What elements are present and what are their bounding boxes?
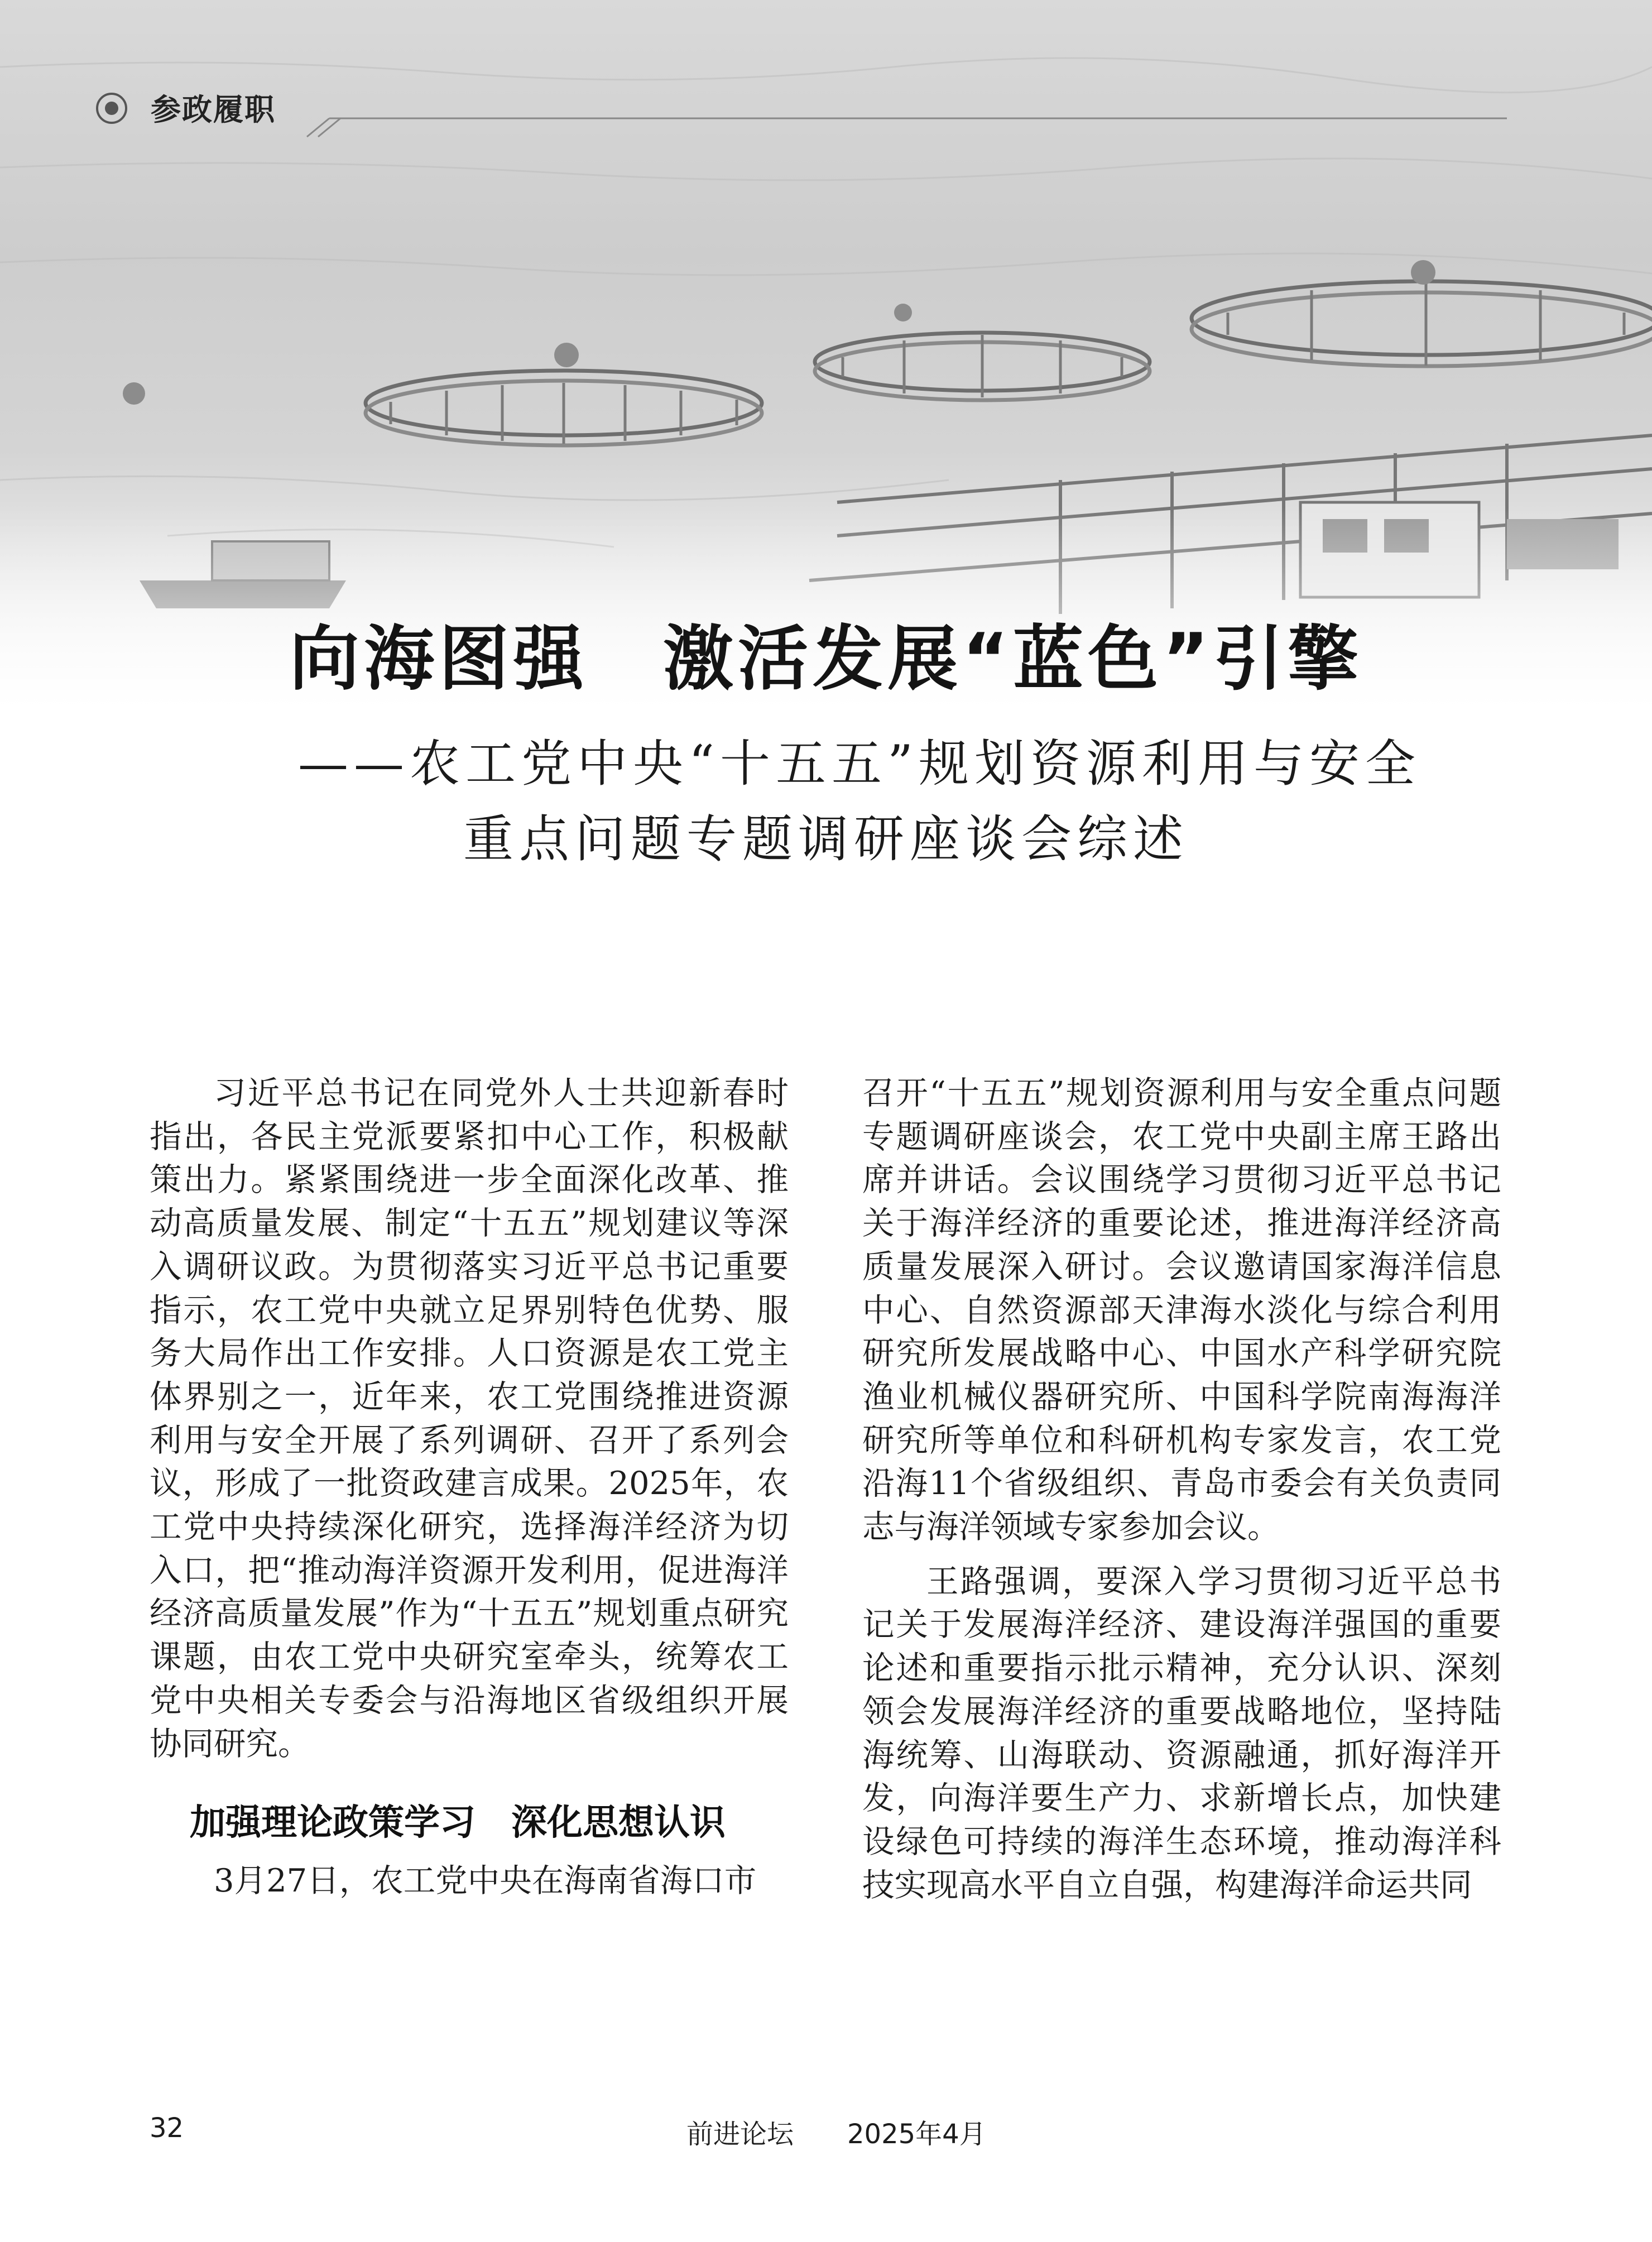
section-label: 参政履职	[151, 92, 276, 127]
section-header	[95, 84, 1507, 140]
paragraph-meeting-continued: 召开“十五五”规划资源利用与安全重点问题专题调研座谈会，农工党中央副主席王路出席并讲话。会议围绕学习贯彻习近平总书记关于海洋经济的重要论述，推进海洋经济高质量发展深入研讨。会议邀请国家海洋信息中心、自然资源部天津海水淡化与综合利用研究所发展战略中心、中国水产科学研究院渔业机械仪器研究所、中国科学院南海海洋研究所等单位和科研机构专家发言，农工党沿海11个省级组织、青岛市委会有关负责同志与海洋领域专家参加会议。	[862, 1074, 1501, 1546]
target-circle-icon	[95, 92, 128, 125]
publication-info: 前进论坛 2025年4月	[686, 2119, 986, 2150]
page-number: 32	[150, 2113, 184, 2144]
body-column-right	[862, 1072, 1501, 1907]
article-subtitle-line-1: ——农工党中央“十五五”规划资源利用与安全	[297, 734, 1422, 793]
paragraph-meeting-start: 3月27日，农工党中央在海南省海口市	[214, 1862, 757, 1900]
body-column-left	[150, 1072, 789, 1903]
intro-paragraph: 习近平总书记在同党外人士共迎新春时指出，各民主党派要紧扣中心工作，积极献策出力。紧紧围绕进一步全面深化改革、推动高质量发展、制定“十五五”规划建议等深入调研议政。为贯彻落实习近平总书记重要指示，农工党中央就立足界别特色优势、服务大局作出工作安排。人口资源是农工党主体界别之一，近年来，农工党围绕推进资源利用与安全开展了系列调研、召开了系列会议，形成了一批资政建言成果。2025年，农工党中央持续深化研究，选择海洋经济为切入口，把“推动海洋资源开发利用，促进海洋经济高质量发展”作为“十五五”规划重点研究课题，由农工党中央研究室牵头，统筹农工党中央相关专委会与沿海地区省级组织开展协同研究。	[150, 1074, 789, 1763]
section-subheading: 加强理论政策学习 深化思想认识	[190, 1802, 726, 1844]
paragraph-wang-lu: 王路强调，要深入学习贯彻习近平总书记关于发展海洋经济、建设海洋强国的重要论述和重要指示批示精神，充分认识、深刻领会发展海洋经济的重要战略地位，坚持陆海统筹、山海联动、资源融通，抓好海洋开发，向海洋要生产力、求新增长点，加快建设绿色可持续的海洋生态环境，推动海洋科技实现高水平自立自强，构建海洋命运共同	[862, 1562, 1501, 1904]
header-rule	[95, 84, 1507, 140]
article-title: 向海图强 激活发展“蓝色”引擎	[289, 618, 1363, 700]
article-subtitle-line-2: 重点问题专题调研座谈会综述	[463, 810, 1189, 868]
